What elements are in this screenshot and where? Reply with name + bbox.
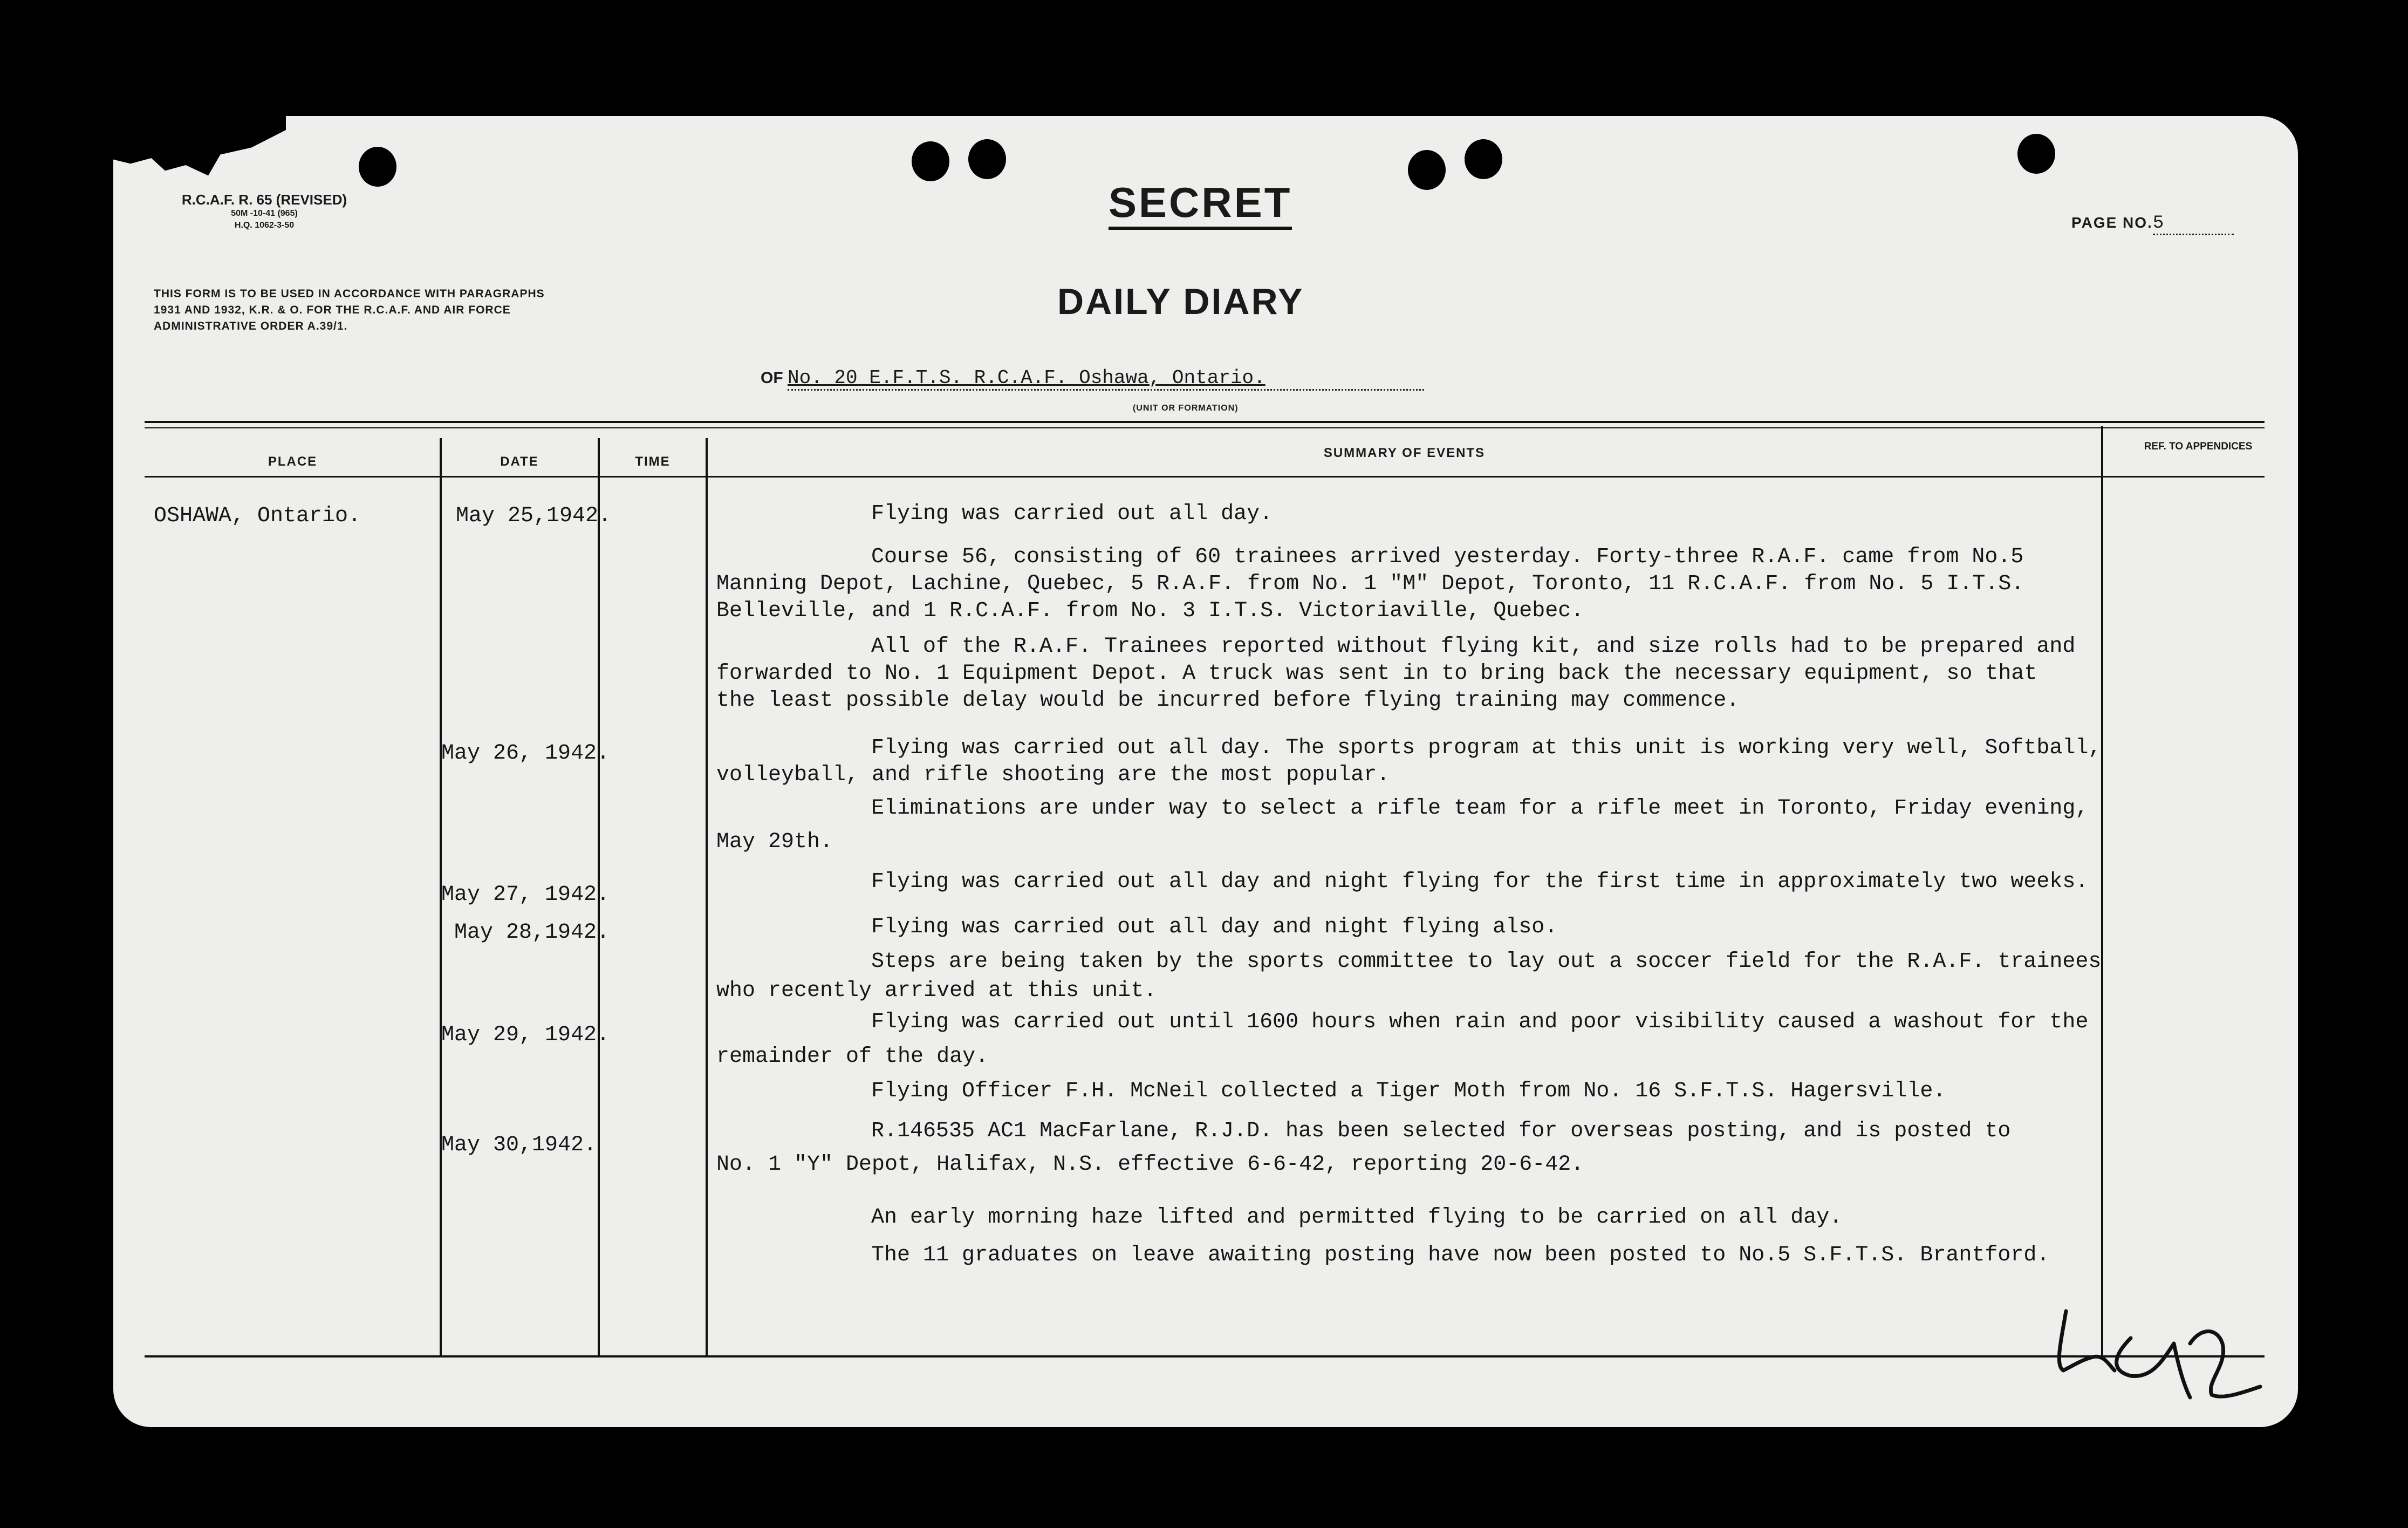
punch-hole: [968, 139, 1006, 179]
table-top-rule-thin: [145, 427, 2265, 428]
date-entry: May 28,1942.: [454, 920, 610, 945]
punch-hole: [2017, 134, 2055, 174]
summary-line: Flying was carried out all day. The sports program at this unit is working very well, Softball,: [871, 736, 2102, 760]
unit-caption: (UNIT OR FORMATION): [1133, 404, 1239, 413]
column-header-ref: REF. TO APPENDICES: [2144, 441, 2253, 452]
column-header-place: PLACE: [268, 454, 318, 469]
column-header-date: DATE: [500, 454, 539, 469]
page-number-label: PAGE NO.: [2071, 214, 2153, 231]
summary-line: The 11 graduates on leave awaiting posting have now been posted to No.5 S.F.T.S. Brantford.: [871, 1243, 2050, 1267]
summary-line: Course 56, consisting of 60 trainees arrived yesterday. Forty-three R.A.F. came from No.5: [871, 545, 2024, 569]
date-entry: May 25,1942.: [456, 504, 612, 528]
form-identifier: [154, 192, 375, 231]
form-print-code: 50M -10-41 (965): [231, 209, 298, 218]
summary-line: Flying was carried out all day and night flying for the first time in approximately two weeks.: [871, 870, 2089, 894]
unit-of-label: OF: [761, 369, 783, 387]
summary-line: the least possible delay would be incurred before flying training may commence.: [716, 688, 1740, 713]
summary-line: Eliminations are under way to select a rifle team for a rifle meet in Toronto, Friday evening,: [871, 796, 2089, 821]
summary-line: volleyball, and rifle shooting are the most popular.: [716, 763, 1390, 787]
form-instruction: THIS FORM IS TO BE USED IN ACCORDANCE WITH PARAGRAPHS 1931 AND 1932, K.R. & O. FOR THE R.C.A.F. AND AIR FORCE ADMINISTRATIVE ORDER A.39/1.: [154, 288, 545, 332]
summary-line: No. 1 "Y" Depot, Halifax, N.S. effective 6-6-42, reporting 20-6-42.: [716, 1152, 1584, 1177]
form-number: R.C.A.F. R. 65 (REVISED): [181, 192, 347, 208]
column-header-time: TIME: [635, 454, 671, 469]
summary-line: forwarded to No. 1 Equipment Depot. A truck was sent in to bring back the necessary equipment, so that: [716, 661, 2037, 686]
summary-line: Belleville, and 1 R.C.A.F. from No. 3 I.T.S. Victoriaville, Quebec.: [716, 599, 1584, 623]
page-number-value: 5: [2153, 213, 2234, 235]
form-title: DAILY DIARY: [1057, 281, 1304, 322]
column-header-summary: SUMMARY OF EVENTS: [1323, 446, 1486, 460]
summary-line: Manning Depot, Lachine, Quebec, 5 R.A.F. from No. 1 "M" Depot, Toronto, 11 R.C.A.F. from No. 5 I.T.S.: [716, 572, 2024, 596]
classification-heading: SECRET: [1109, 178, 1292, 230]
table-top-rule: [145, 421, 2265, 423]
punch-hole: [1408, 150, 1446, 190]
punch-hole: [359, 147, 396, 187]
handwritten-signature: [2050, 1306, 2276, 1403]
summary-line: All of the R.A.F. Trainees reported without flying kit, and size rolls had to be prepared and: [871, 635, 2076, 659]
column-divider: [706, 438, 708, 1355]
date-entry: May 29, 1942.: [441, 1023, 610, 1047]
table-bottom-rule: [145, 1355, 2265, 1358]
summary-line: Flying Officer F.H. McNeil collected a Tiger Moth from No. 16 S.F.T.S. Hagersville.: [871, 1079, 1946, 1103]
date-entry: May 27, 1942.: [441, 883, 610, 907]
unit-name: No. 20 E.F.T.S. R.C.A.F. Oshawa, Ontario.: [788, 367, 1424, 391]
summary-line: Steps are being taken by the sports committee to lay out a soccer field for the R.A.F. trainees: [871, 950, 2102, 974]
form-hq-code: H.Q. 1062-3-50: [234, 221, 295, 230]
summary-line: May 29th.: [716, 830, 833, 854]
summary-line: Flying was carried out all day and night flying also.: [871, 915, 1558, 939]
summary-line: Flying was carried out all day.: [871, 502, 1273, 526]
date-entry: May 30,1942.: [441, 1133, 597, 1157]
place-entry: OSHAWA, Ontario.: [154, 504, 361, 528]
unit-line: [761, 367, 1424, 391]
summary-line: An early morning haze lifted and permitted flying to be carried on all day.: [871, 1205, 1843, 1230]
page-number: [2071, 213, 2234, 235]
column-divider: [2101, 426, 2103, 1355]
header-divider: [145, 476, 2265, 478]
summary-line: remainder of the day.: [716, 1045, 989, 1069]
summary-line: Flying was carried out until 1600 hours when rain and poor visibility caused a washout for the: [871, 1010, 2089, 1034]
summary-line: who recently arrived at this unit.: [716, 979, 1157, 1003]
summary-line: R.146535 AC1 MacFarlane, R.J.D. has been selected for overseas posting, and is posted to: [871, 1119, 2011, 1143]
punch-hole: [1465, 139, 1502, 179]
punch-hole: [912, 141, 949, 181]
date-entry: May 26, 1942.: [441, 741, 610, 766]
